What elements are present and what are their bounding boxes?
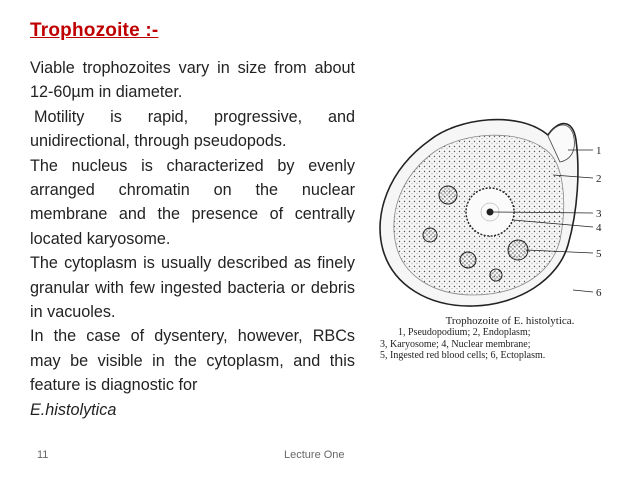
paragraph-dysentery: In the case of dysentery, however, RBCs may be visible in the cytoplasm, and this feature is diagnostic for bbox=[30, 327, 355, 395]
caption-line-2: 3, Karyosome; 4, Nuclear membrane; bbox=[380, 338, 531, 350]
paragraph-motility: Motility is rapid, progressive, and unidirectional, through pseudopods. bbox=[30, 107, 355, 151]
paragraph-size: Viable trophozoites vary in size from about 12-60µm in diameter. bbox=[30, 59, 355, 102]
caption-line-3: 5, Ingested red blood cells; 6, Ectoplasm. bbox=[380, 350, 546, 361]
caption-title: Trophozoite of E. histolytica. bbox=[445, 315, 575, 327]
label-1: 1 bbox=[596, 145, 602, 157]
slide-title: Trophozoite :- bbox=[30, 20, 159, 41]
paragraph-nucleus: The nucleus is characterized by evenly arranged chromatin on the nuclear membrane and the presence of centrally located karyosome. bbox=[30, 156, 355, 248]
label-3: 3 bbox=[596, 208, 602, 220]
label-6: 6 bbox=[596, 287, 602, 299]
karyosome bbox=[487, 209, 494, 216]
trophozoite-drawing bbox=[368, 100, 618, 315]
slide-body bbox=[30, 56, 355, 422]
label-4: 4 bbox=[596, 222, 602, 234]
page-number: 11 bbox=[37, 449, 49, 461]
figure-caption bbox=[370, 315, 620, 362]
label-2: 2 bbox=[596, 173, 602, 185]
caption-line-1: 1, Pseudopodium; 2, Endoplasm; bbox=[398, 327, 531, 338]
paragraph-cytoplasm: The cytoplasm is usually described as finely granular with few ingested bacteria or debris in vacuoles. bbox=[30, 254, 355, 322]
species-name: E.histolytica bbox=[30, 400, 117, 419]
footer-label: Lecture One bbox=[284, 449, 345, 461]
label-5: 5 bbox=[596, 248, 602, 260]
